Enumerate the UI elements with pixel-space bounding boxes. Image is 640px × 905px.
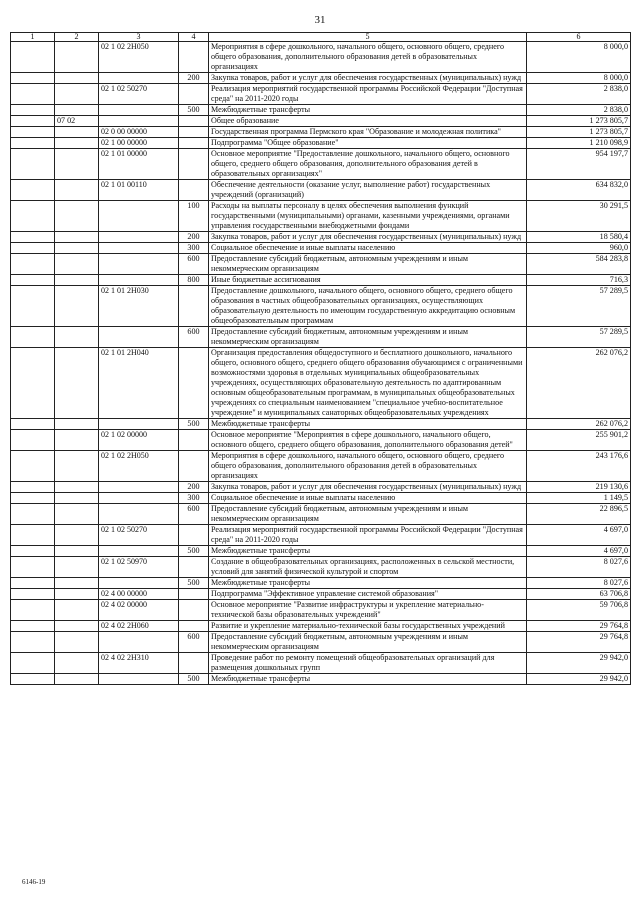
expense-type-cell — [179, 116, 209, 127]
expense-type-cell: 500 — [179, 578, 209, 589]
description-cell: Межбюджетные трансферты — [209, 419, 527, 430]
amount-cell: 255 901,2 — [527, 430, 631, 451]
target-code-cell: 02 1 02 50970 — [99, 557, 179, 578]
column-header-2: 2 — [55, 33, 99, 42]
table-header-row — [11, 33, 631, 42]
section-code-cell — [55, 451, 99, 482]
description-cell: Основное мероприятие "Предоставление дошкольного, начального общего, основного общего, среднего общего образования, дополнительного образования детей в образовательных организациях" — [209, 149, 527, 180]
section-code-cell — [55, 419, 99, 430]
table-row — [11, 327, 631, 348]
amount-cell: 1 273 805,7 — [527, 127, 631, 138]
table-row — [11, 493, 631, 504]
expense-type-cell — [179, 451, 209, 482]
table-row — [11, 180, 631, 201]
table-row — [11, 600, 631, 621]
section-code-cell — [55, 73, 99, 84]
target-code-cell — [99, 73, 179, 84]
description-cell: Организация предоставления общедоступного и бесплатного дошкольного, начального общего, основного общего, среднего общего образования обучающимся с ограниченными возможностями здоровья в отдельных муниципальных общеобразовательных учреждениях, осуществляющих образовательную деятельность по адаптированным основным общеобразовательным программам, в муниципальных общеобразовательных учреждениях со специальным наименованием "специальное учебно-воспитательное учреждение" и муниципальных санаторных общеобразовательных учреждениях — [209, 348, 527, 419]
target-code-cell: 02 1 02 50270 — [99, 525, 179, 546]
target-code-cell — [99, 546, 179, 557]
amount-cell: 8 000,0 — [527, 73, 631, 84]
amount-cell: 4 697,0 — [527, 546, 631, 557]
section-code-cell — [55, 504, 99, 525]
table-row — [11, 557, 631, 578]
target-code-cell: 02 1 01 2Н030 — [99, 286, 179, 327]
table-row — [11, 348, 631, 419]
target-code-cell — [99, 243, 179, 254]
col-1-cell — [11, 482, 55, 493]
description-cell: Расходы на выплаты персоналу в целях обеспечения выполнения функций государственными (муниципальными) органами, казенными учреждениями, органами управления государственными внебюджетными фондами — [209, 201, 527, 232]
column-header-5: 5 — [209, 33, 527, 42]
table-row — [11, 419, 631, 430]
col-1-cell — [11, 493, 55, 504]
table-row — [11, 674, 631, 685]
target-code-cell: 02 4 02 00000 — [99, 600, 179, 621]
target-code-cell — [99, 105, 179, 116]
table-row — [11, 42, 631, 73]
section-code-cell — [55, 546, 99, 557]
expense-type-cell: 800 — [179, 275, 209, 286]
section-code-cell — [55, 42, 99, 73]
table-row — [11, 482, 631, 493]
amount-cell: 59 706,8 — [527, 600, 631, 621]
col-1-cell — [11, 674, 55, 685]
footer-code: 6146-19 — [22, 878, 46, 886]
section-code-cell — [55, 275, 99, 286]
target-code-cell: 02 0 00 00000 — [99, 127, 179, 138]
expense-type-cell — [179, 621, 209, 632]
section-code-cell: 07 02 — [55, 116, 99, 127]
section-code-cell — [55, 557, 99, 578]
table-row — [11, 589, 631, 600]
description-cell: Межбюджетные трансферты — [209, 674, 527, 685]
description-cell: Обеспечение деятельности (оказание услуг, выполнение работ) государственных учреждений (организаций) — [209, 180, 527, 201]
amount-cell: 960,0 — [527, 243, 631, 254]
col-1-cell — [11, 254, 55, 275]
section-code-cell — [55, 430, 99, 451]
amount-cell: 262 076,2 — [527, 419, 631, 430]
expense-type-cell — [179, 653, 209, 674]
table-row — [11, 546, 631, 557]
section-code-cell — [55, 243, 99, 254]
expense-type-cell — [179, 127, 209, 138]
description-cell: Подпрограмма "Эффективное управление системой образования" — [209, 589, 527, 600]
section-code-cell — [55, 105, 99, 116]
section-code-cell — [55, 589, 99, 600]
target-code-cell — [99, 254, 179, 275]
section-code-cell — [55, 653, 99, 674]
target-code-cell — [99, 493, 179, 504]
table-row — [11, 621, 631, 632]
description-cell: Общее образование — [209, 116, 527, 127]
section-code-cell — [55, 578, 99, 589]
table-row — [11, 504, 631, 525]
col-1-cell — [11, 327, 55, 348]
amount-cell: 18 580,4 — [527, 232, 631, 243]
col-1-cell — [11, 525, 55, 546]
col-1-cell — [11, 504, 55, 525]
amount-cell: 634 832,0 — [527, 180, 631, 201]
column-header-1: 1 — [11, 33, 55, 42]
col-1-cell — [11, 632, 55, 653]
budget-table — [10, 32, 631, 685]
expense-type-cell: 600 — [179, 327, 209, 348]
table-row — [11, 105, 631, 116]
expense-type-cell — [179, 600, 209, 621]
section-code-cell — [55, 201, 99, 232]
amount-cell: 29 764,8 — [527, 621, 631, 632]
description-cell: Межбюджетные трансферты — [209, 546, 527, 557]
section-code-cell — [55, 84, 99, 105]
table-row — [11, 116, 631, 127]
expense-type-cell — [179, 180, 209, 201]
target-code-cell — [99, 419, 179, 430]
amount-cell: 8 027,6 — [527, 557, 631, 578]
table-row — [11, 632, 631, 653]
description-cell: Социальное обеспечение и иные выплаты населению — [209, 493, 527, 504]
target-code-cell — [99, 632, 179, 653]
description-cell: Реализация мероприятий государственной программы Российской Федерации "Доступная среда" на 2011-2020 годы — [209, 525, 527, 546]
amount-cell: 57 289,5 — [527, 327, 631, 348]
table-row — [11, 84, 631, 105]
expense-type-cell: 500 — [179, 419, 209, 430]
amount-cell: 57 289,5 — [527, 286, 631, 327]
section-code-cell — [55, 254, 99, 275]
expense-type-cell: 600 — [179, 254, 209, 275]
expense-type-cell — [179, 348, 209, 419]
amount-cell: 29 942,0 — [527, 653, 631, 674]
description-cell: Проведение работ по ремонту помещений общеобразовательных организаций для размещения дошкольных групп — [209, 653, 527, 674]
amount-cell: 8 027,6 — [527, 578, 631, 589]
amount-cell: 262 076,2 — [527, 348, 631, 419]
target-code-cell — [99, 674, 179, 685]
description-cell: Закупка товаров, работ и услуг для обеспечения государственных (муниципальных) нужд — [209, 482, 527, 493]
expense-type-cell: 100 — [179, 201, 209, 232]
table-row — [11, 578, 631, 589]
table-row — [11, 430, 631, 451]
description-cell: Межбюджетные трансферты — [209, 578, 527, 589]
amount-cell: 716,3 — [527, 275, 631, 286]
column-header-3: 3 — [99, 33, 179, 42]
col-1-cell — [11, 578, 55, 589]
section-code-cell — [55, 621, 99, 632]
section-code-cell — [55, 232, 99, 243]
col-1-cell — [11, 232, 55, 243]
column-header-4: 4 — [179, 33, 209, 42]
section-code-cell — [55, 149, 99, 180]
amount-cell: 219 130,6 — [527, 482, 631, 493]
target-code-cell — [99, 232, 179, 243]
section-code-cell — [55, 493, 99, 504]
expense-type-cell: 200 — [179, 73, 209, 84]
description-cell: Закупка товаров, работ и услуг для обеспечения государственных (муниципальных) нужд — [209, 232, 527, 243]
table-row — [11, 243, 631, 254]
description-cell: Предоставление дошкольного, начального общего, основного общего, среднего общего образования в частных общеобразовательных организациях, осуществляющих образовательную деятельность по имеющим государственную аккредитацию основным общеобразовательным программам — [209, 286, 527, 327]
col-1-cell — [11, 73, 55, 84]
section-code-cell — [55, 632, 99, 653]
section-code-cell — [55, 138, 99, 149]
expense-type-cell: 200 — [179, 482, 209, 493]
expense-type-cell — [179, 84, 209, 105]
expense-type-cell — [179, 589, 209, 600]
target-code-cell: 02 1 01 00110 — [99, 180, 179, 201]
col-1-cell — [11, 42, 55, 73]
col-1-cell — [11, 600, 55, 621]
expense-type-cell — [179, 42, 209, 73]
col-1-cell — [11, 348, 55, 419]
section-code-cell — [55, 525, 99, 546]
description-cell: Межбюджетные трансферты — [209, 105, 527, 116]
target-code-cell: 02 1 00 00000 — [99, 138, 179, 149]
table-row — [11, 138, 631, 149]
page-number: 31 — [314, 14, 326, 26]
amount-cell: 1 273 805,7 — [527, 116, 631, 127]
target-code-cell — [99, 327, 179, 348]
col-1-cell — [11, 589, 55, 600]
amount-cell: 30 291,5 — [527, 201, 631, 232]
col-1-cell — [11, 430, 55, 451]
expense-type-cell — [179, 557, 209, 578]
expense-type-cell: 300 — [179, 493, 209, 504]
description-cell: Иные бюджетные ассигнования — [209, 275, 527, 286]
target-code-cell: 02 4 02 2Н060 — [99, 621, 179, 632]
description-cell: Предоставление субсидий бюджетным, автономным учреждениям и иным некоммерческим организациям — [209, 327, 527, 348]
amount-cell: 4 697,0 — [527, 525, 631, 546]
table-row — [11, 254, 631, 275]
amount-cell: 22 896,5 — [527, 504, 631, 525]
description-cell: Предоставление субсидий бюджетным, автономным учреждениям и иным некоммерческим организациям — [209, 504, 527, 525]
col-1-cell — [11, 286, 55, 327]
col-1-cell — [11, 275, 55, 286]
expense-type-cell — [179, 149, 209, 180]
amount-cell: 2 838,0 — [527, 105, 631, 116]
target-code-cell: 02 1 01 00000 — [99, 149, 179, 180]
description-cell: Мероприятия в сфере дошкольного, начального общего, основного общего, среднего общего образования, дополнительного образования детей в образовательных организациях — [209, 42, 527, 73]
description-cell: Подпрограмма "Общее образование" — [209, 138, 527, 149]
table-row — [11, 653, 631, 674]
expense-type-cell: 600 — [179, 632, 209, 653]
amount-cell: 63 706,8 — [527, 589, 631, 600]
amount-cell: 243 176,6 — [527, 451, 631, 482]
col-1-cell — [11, 243, 55, 254]
description-cell: Реализация мероприятий государственной программы Российской Федерации "Доступная среда" на 2011-2020 годы — [209, 84, 527, 105]
expense-type-cell: 500 — [179, 674, 209, 685]
col-1-cell — [11, 127, 55, 138]
description-cell: Государственная программа Пермского края "Образование и молодежная политика" — [209, 127, 527, 138]
table-body — [11, 42, 631, 685]
column-header-6: 6 — [527, 33, 631, 42]
description-cell: Предоставление субсидий бюджетным, автономным учреждениям и иным некоммерческим организациям — [209, 254, 527, 275]
table-row — [11, 451, 631, 482]
section-code-cell — [55, 348, 99, 419]
section-code-cell — [55, 180, 99, 201]
target-code-cell — [99, 578, 179, 589]
expense-type-cell: 300 — [179, 243, 209, 254]
section-code-cell — [55, 600, 99, 621]
expense-type-cell: 200 — [179, 232, 209, 243]
col-1-cell — [11, 451, 55, 482]
section-code-cell — [55, 674, 99, 685]
table-row — [11, 232, 631, 243]
target-code-cell: 02 4 00 00000 — [99, 589, 179, 600]
section-code-cell — [55, 286, 99, 327]
amount-cell: 2 838,0 — [527, 84, 631, 105]
expense-type-cell — [179, 525, 209, 546]
target-code-cell — [99, 482, 179, 493]
col-1-cell — [11, 180, 55, 201]
expense-type-cell — [179, 138, 209, 149]
section-code-cell — [55, 127, 99, 138]
amount-cell: 1 149,5 — [527, 493, 631, 504]
target-code-cell — [99, 504, 179, 525]
amount-cell: 8 000,0 — [527, 42, 631, 73]
target-code-cell — [99, 275, 179, 286]
amount-cell: 584 283,8 — [527, 254, 631, 275]
description-cell: Предоставление субсидий бюджетным, автономным учреждениям и иным некоммерческим организациям — [209, 632, 527, 653]
description-cell: Развитие и укрепление материально-технической базы государственных учреждений — [209, 621, 527, 632]
col-1-cell — [11, 149, 55, 180]
table-row — [11, 201, 631, 232]
description-cell: Социальное обеспечение и иные выплаты населению — [209, 243, 527, 254]
target-code-cell: 02 1 02 2Н050 — [99, 451, 179, 482]
expense-type-cell: 500 — [179, 105, 209, 116]
col-1-cell — [11, 201, 55, 232]
target-code-cell: 02 1 02 2Н050 — [99, 42, 179, 73]
description-cell: Основное мероприятие "Развитие инфраструктуры и укрепление материально-технической базы образовательных учреждений" — [209, 600, 527, 621]
col-1-cell — [11, 138, 55, 149]
table-row — [11, 275, 631, 286]
table-row — [11, 525, 631, 546]
target-code-cell: 02 4 02 2Н310 — [99, 653, 179, 674]
section-code-cell — [55, 327, 99, 348]
amount-cell: 954 197,7 — [527, 149, 631, 180]
expense-type-cell: 600 — [179, 504, 209, 525]
description-cell: Мероприятия в сфере дошкольного, начального общего, основного общего, среднего общего образования, дополнительного образования детей в образовательных организациях — [209, 451, 527, 482]
target-code-cell — [99, 201, 179, 232]
table-row — [11, 149, 631, 180]
target-code-cell: 02 1 02 00000 — [99, 430, 179, 451]
col-1-cell — [11, 84, 55, 105]
expense-type-cell: 500 — [179, 546, 209, 557]
description-cell: Основное мероприятие "Мероприятия в сфере дошкольного, начального общего, основного общего, среднего общего образования, дополнительного образования детей" — [209, 430, 527, 451]
description-cell: Закупка товаров, работ и услуг для обеспечения государственных (муниципальных) нужд — [209, 73, 527, 84]
col-1-cell — [11, 557, 55, 578]
table-row — [11, 127, 631, 138]
col-1-cell — [11, 621, 55, 632]
col-1-cell — [11, 546, 55, 557]
table-row — [11, 286, 631, 327]
col-1-cell — [11, 105, 55, 116]
table-row — [11, 73, 631, 84]
target-code-cell: 02 1 02 50270 — [99, 84, 179, 105]
expense-type-cell — [179, 430, 209, 451]
section-code-cell — [55, 482, 99, 493]
col-1-cell — [11, 116, 55, 127]
amount-cell: 1 210 098,9 — [527, 138, 631, 149]
amount-cell: 29 764,8 — [527, 632, 631, 653]
description-cell: Создание в общеобразовательных организациях, расположенных в сельской местности, условий для занятий физической культурой и спортом — [209, 557, 527, 578]
expense-type-cell — [179, 286, 209, 327]
col-1-cell — [11, 419, 55, 430]
col-1-cell — [11, 653, 55, 674]
target-code-cell — [99, 116, 179, 127]
target-code-cell: 02 1 01 2Н040 — [99, 348, 179, 419]
amount-cell: 29 942,0 — [527, 674, 631, 685]
